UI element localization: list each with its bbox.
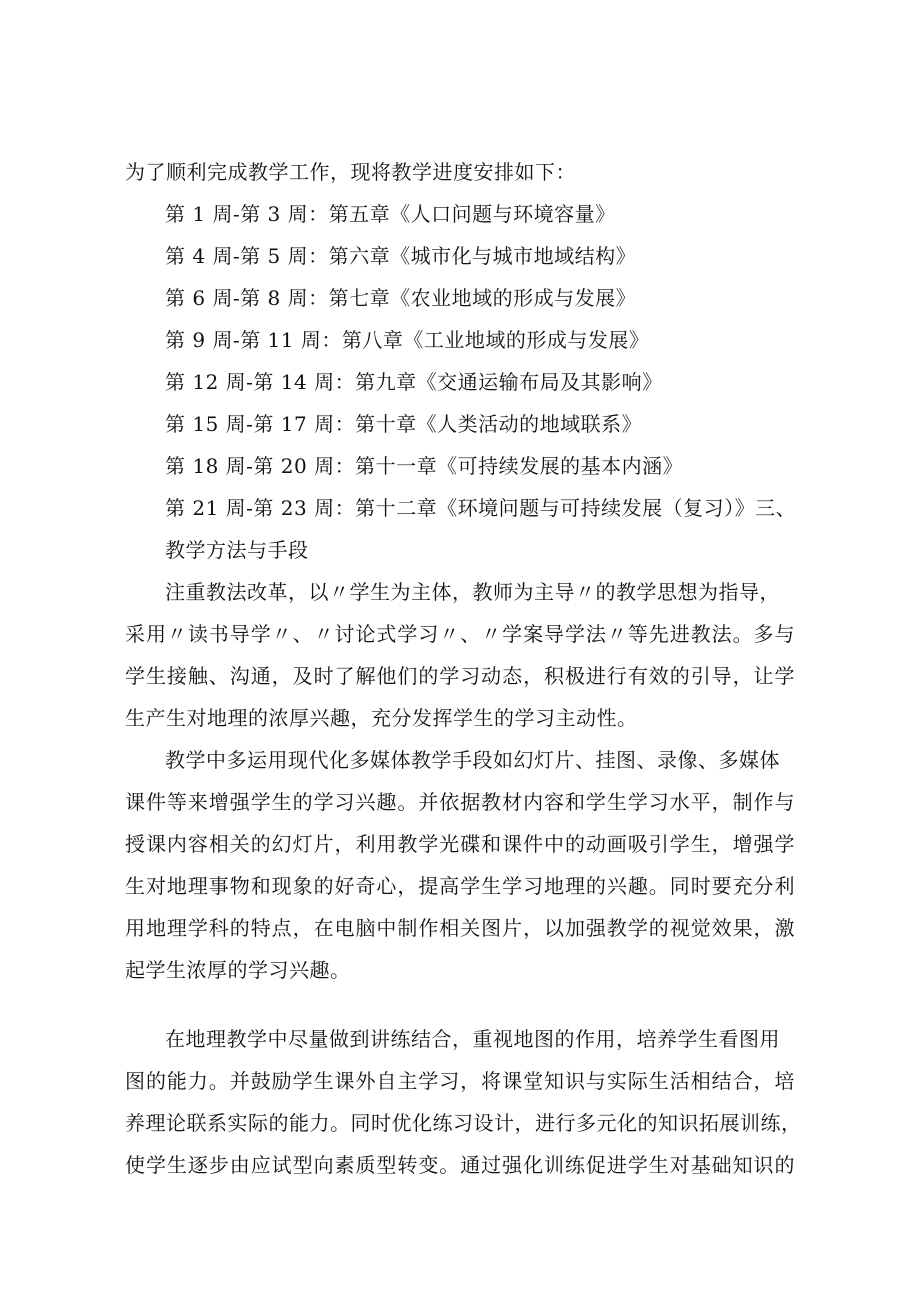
schedule-item: 第 4 周-第 5 周：第六章《城市化与城市地域结构》 xyxy=(165,244,637,268)
section-heading: 教学方法与手段 xyxy=(165,538,309,562)
paragraph-line: 图的能力。并鼓励学生课外自主学习，将课堂知识与实际生活相结合，培 xyxy=(125,1069,795,1093)
schedule-item: 第 15 周-第 17 周：第十章《人类活动的地域联系》 xyxy=(165,412,643,436)
paragraph-line: 学生接触、沟通，及时了解他们的学习动态，积极进行有效的引导，让学 xyxy=(125,664,795,688)
schedule-item: 第 18 周-第 20 周：第十一章《可持续发展的基本内涵》 xyxy=(165,454,684,478)
paragraph-line: 用地理学科的特点，在电脑中制作相关图片，以加强教学的视觉效果，激 xyxy=(125,916,795,940)
schedule-item: 第 6 周-第 8 周：第七章《农业地域的形成与发展》 xyxy=(165,286,637,310)
paragraph-line: 注重教法改革，以〃学生为主体，教师为主导〃的教学思想为指导， xyxy=(165,580,780,604)
paragraph-line: 课件等来增强学生的学习兴趣。并依据教材内容和学生学习水平，制作与 xyxy=(125,790,795,814)
paragraph-line: 养理论联系实际的能力。同时优化练习设计，进行多元化的知识拓展训练， xyxy=(125,1111,802,1135)
schedule-item: 第 9 周-第 11 周：第八章《工业地域的形成与发展》 xyxy=(165,328,650,352)
intro-line: 为了顺利完成教学工作，现将教学进度安排如下： xyxy=(125,160,576,184)
paragraph-line: 生对地理事物和现象的好奇心，提高学生学习地理的兴趣。同时要充分利 xyxy=(125,874,795,898)
schedule-item: 第 12 周-第 14 周：第九章《交通运输布局及其影响》 xyxy=(165,370,663,394)
paragraph-line: 起学生浓厚的学习兴趣。 xyxy=(125,958,351,982)
paragraph-line: 教学中多运用现代化多媒体教学手段如幻灯片、挂图、录像、多媒体 xyxy=(165,748,780,772)
paragraph-line: 生产生对地理的浓厚兴趣，充分发挥学生的学习主动性。 xyxy=(125,706,638,730)
paragraph-line: 授课内容相关的幻灯片，利用教学光碟和课件中的动画吸引学生，增强学 xyxy=(125,832,795,856)
paragraph-line: 在地理教学中尽量做到讲练结合，重视地图的作用，培养学生看图用 xyxy=(165,1027,780,1051)
paragraph-line: 使学生逐步由应试型向素质型转变。通过强化训练促进学生对基础知识的 xyxy=(125,1153,795,1177)
paragraph-line: 采用〃读书导学〃、〃讨论式学习〃、〃学案导学法〃等先进教法。多与 xyxy=(125,622,795,646)
schedule-item: 第 21 周-第 23 周：第十二章《环境问题与可持续发展（复习）》三、 xyxy=(165,496,797,520)
schedule-item: 第 1 周-第 3 周：第五章《人口问题与环境容量》 xyxy=(165,202,616,226)
